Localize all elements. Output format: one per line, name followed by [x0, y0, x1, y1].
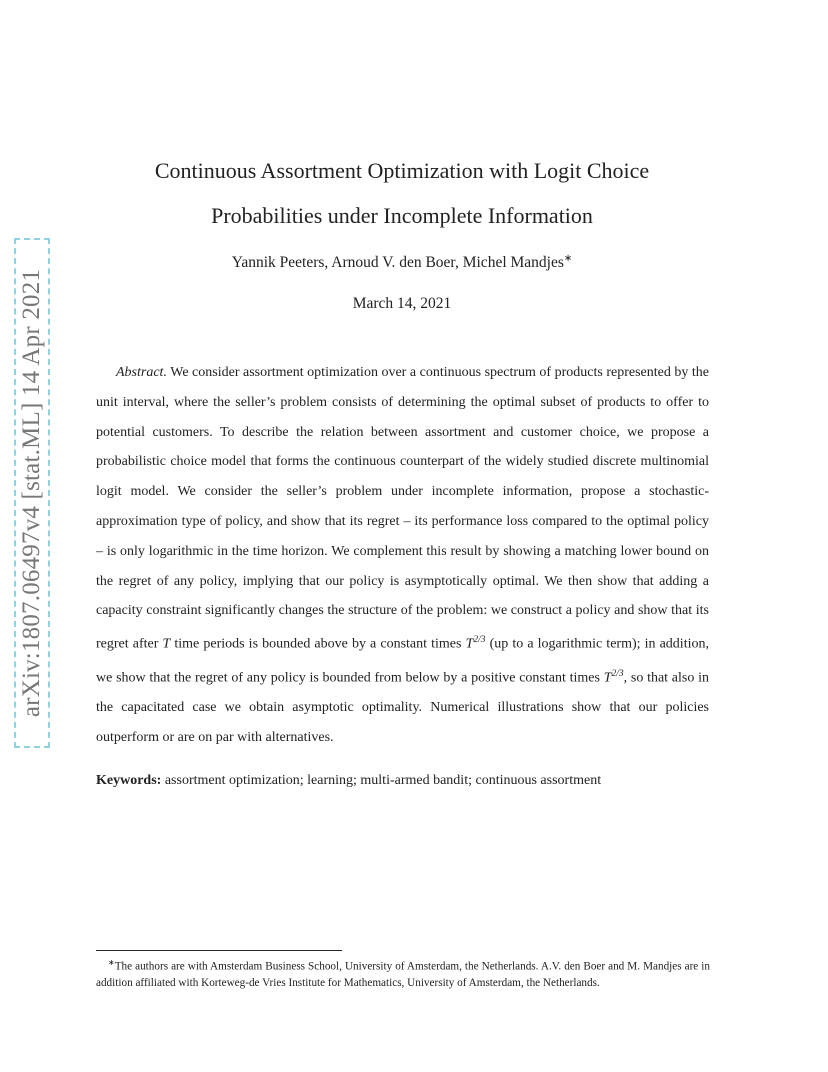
math-var-t: T	[162, 636, 171, 652]
math-exponent: 2/3	[473, 635, 486, 646]
arxiv-identifier-stamp	[14, 238, 50, 748]
author-list	[80, 253, 724, 272]
math-var-t-power-2: T	[603, 670, 612, 686]
keywords-text: assortment optimization; learning; multi-armed bandit; continuous assortment	[161, 773, 602, 788]
arxiv-identifier-text: arXiv:1807.06497v4 [stat.ML] 14 Apr 2021	[18, 268, 45, 718]
footnote	[96, 955, 710, 991]
abstract-label: Abstract.	[116, 365, 167, 380]
footnote-mark: ∗	[108, 958, 115, 967]
title-line-1: Continuous Assortment Optimization with Logit Choice	[154, 158, 650, 183]
math-var-t-power: T	[465, 636, 474, 652]
math-exponent-2: 2/3	[611, 668, 624, 679]
abstract	[96, 358, 709, 753]
abstract-text-2: time periods is bounded above by a constant times	[170, 636, 466, 652]
abstract-text-3: (up to a logarithmic term); in addition, we show that the regret of any policy is bounded from below by a positive constant times	[96, 636, 709, 686]
keywords-label: Keywords:	[96, 773, 162, 788]
abstract-text-1: We consider assortment optimization over a continuous spectrum of products represented by the unit interval, where the seller’s problem consists of determining the optimal subset of products to offer to potential customers. To describe the relation between assortment and customer choice, we propose a probabilistic choice model that forms the continuous counterpart of the widely studied discrete multinomial logit model. We consider the seller’s problem under incomplete information, propose a stochastic-approximation type of policy, and show that its regret – its performance loss compared to the optimal policy – is only logarithmic in the time horizon. We complement this result by showing a matching lower bound on the regret of any policy, implying that our policy is asymptotically optimal. We then show that adding a capacity constraint significantly changes the structure of the problem: we construct a policy and show that its regret after	[96, 365, 709, 652]
footnote-text: The authors are with Amsterdam Business School, University of Amsterdam, the Netherlands. A.V. den Boer and M. Mandjes are in addition affiliated with Korteweg-de Vries Institute for Mathematics, University of Amsterdam, the Netherlands.	[96, 960, 710, 990]
footnote-divider	[96, 950, 342, 951]
title-line-2: Probabilities under Incomplete Information	[211, 203, 593, 228]
keywords	[96, 773, 716, 789]
paper-title	[80, 148, 724, 238]
author-footnote-mark: ∗	[563, 253, 573, 264]
authors-text: Yannik Peeters, Arnoud V. den Boer, Michel Mandjes	[231, 254, 564, 272]
abstract-text-4: , so that also in the capacitated case we obtain asymptotic optimality. Numerical illustrations show that our policies outperform or are on par with alternatives.	[96, 670, 709, 745]
paper-date: March 14, 2021	[352, 295, 452, 312]
